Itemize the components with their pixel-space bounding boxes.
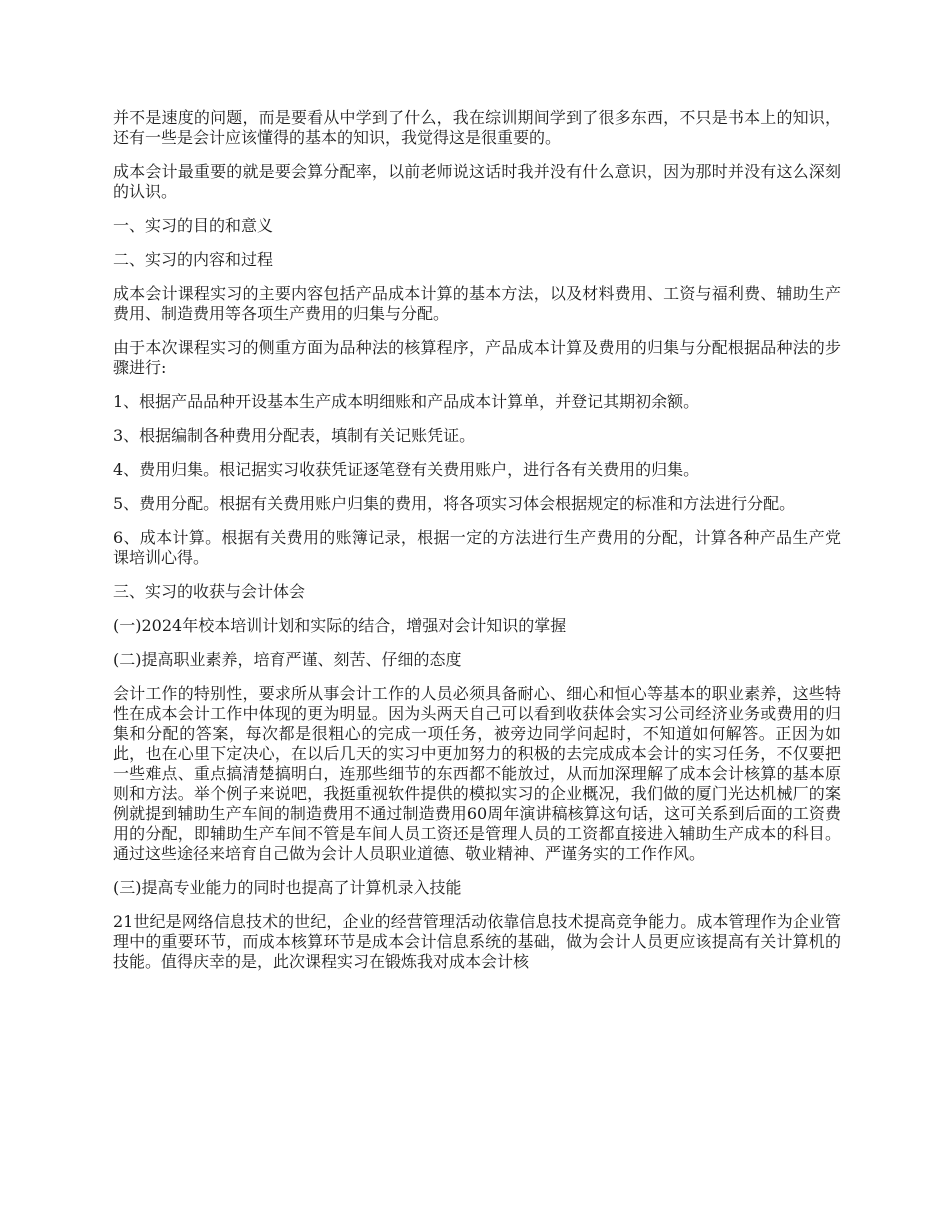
list-item: 5、费用分配。根据有关费用账户归集的费用，将各项实习体会根据规定的标准和方法进行分配。 <box>113 494 796 513</box>
section-heading: 二、实习的内容和过程 <box>113 250 274 269</box>
list-item: 6、成本计算。根据有关费用的账簿记录，根据一定的方法进行生产费用的分配，计算各种产品生产党课培训心得。 <box>113 528 841 567</box>
paragraph: 21世纪是网络信息技术的世纪，企业的经营管理活动依靠信息技术提高竞争能力。成本管理作为企业管理中的重要环节，而成本核算环节是成本会计信息系统的基础，做为会计人员更应该提高有关计算机的技能。值得庆幸的是，此次课程实习在锻炼我对成本会计核 <box>113 912 841 971</box>
subsection-heading: (一)2024年校本培训计划和实际的结合，增强对会计知识的掌握 <box>113 616 567 635</box>
paragraph: 会计工作的特别性，要求所从事会计工作的人员必须具备耐心、细心和恒心等基本的职业素养，这些特性在成本会计工作中体现的更为明显。因为头两天自己可以看到收获体会实习公司经济业务或费用的归集和分配的答案，每次都是很粗心的完成一项任务，被旁边同学问起时，不知道如何解答。正因为如此，也在心里下定决心，在以后几天的实习中更加努力的积极的去完成成本会计的实习任务，不仅要把一些难点、重点搞清楚搞明白，连那些细节的东西都不能放过，从而加深理解了成本会计核算的基本原则和方法。举个例子来说吧，我挺重视软件提供的模拟实习的企业概况，我们做的厦门光达机械厂的案例就提到辅助生产车间的制造费用不通过制造费用60周年演讲稿核算这句话，这可关系到后面的工资费用的分配，即辅助生产车间不管是车间人员工资还是管理人员的工资都直接进入辅助生产成本的科目。通过这些途径来培育自己做为会计人员职业道德、敬业精神、严谨务实的工作作风。 <box>113 684 841 863</box>
subsection-heading: (三)提高专业能力的同时也提高了计算机录入技能 <box>113 878 462 897</box>
paragraph: 由于本次课程实习的侧重方面为品种法的核算程序，产品成本计算及费用的归集与分配根据品种法的步骤进行: <box>113 338 841 377</box>
paragraph: 并不是速度的问题，而是要看从中学到了什么，我在综训期间学到了很多东西，不只是书本上的知识，还有一些是会计应该懂得的基本的知识，我觉得这是很重要的。 <box>113 108 841 147</box>
paragraph: 成本会计最重要的就是要会算分配率，以前老师说这话时我并没有什么意识，因为那时并没有这么深刻的认识。 <box>113 162 841 201</box>
list-item: 4、费用归集。根记据实习收获凭证逐笔登有关费用账户，进行各有关费用的归集。 <box>113 460 700 479</box>
list-item: 3、根据编制各种费用分配表，填制有关记账凭证。 <box>113 426 476 445</box>
section-heading: 三、实习的收获与会计体会 <box>113 582 306 601</box>
section-heading: 一、实习的目的和意义 <box>113 216 274 235</box>
subsection-heading: (二)提高职业素养，培育严谨、刻苦、仔细的态度 <box>113 650 462 669</box>
document-page <box>113 108 841 986</box>
paragraph: 成本会计课程实习的主要内容包括产品成本计算的基本方法，以及材料费用、工资与福利费、辅助生产费用、制造费用等各项生产费用的归集与分配。 <box>113 284 841 323</box>
list-item: 1、根据产品品种开设基本生产成本明细账和产品成本计算单，并登记其期初余额。 <box>113 392 700 411</box>
